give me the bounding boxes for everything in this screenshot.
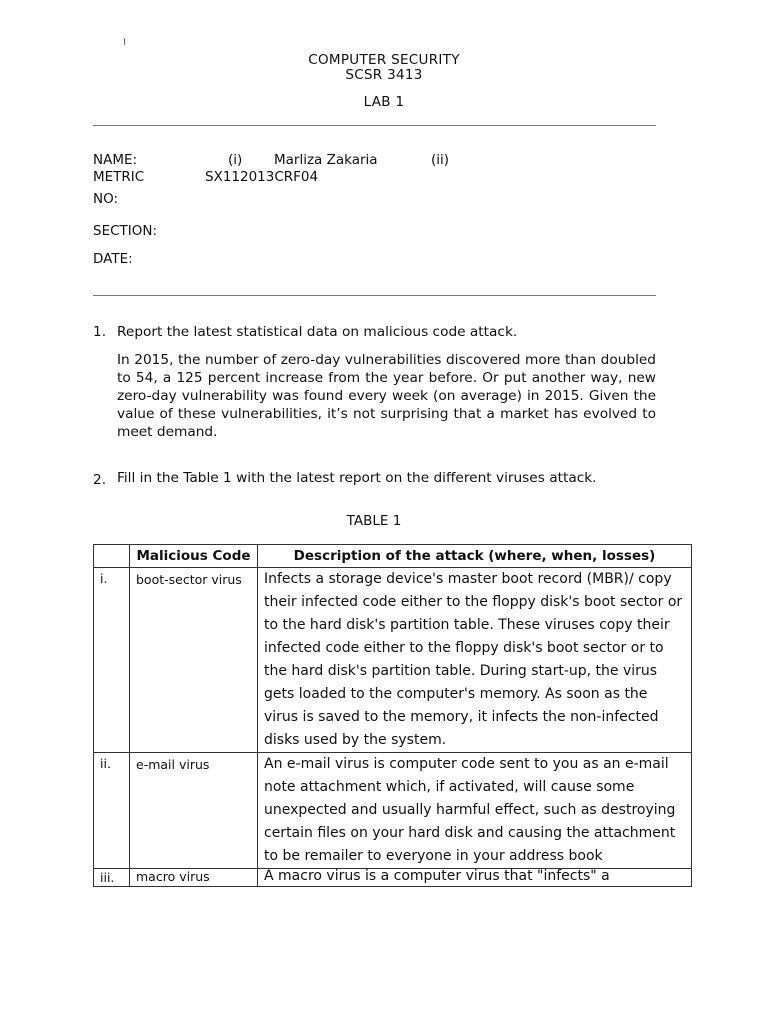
- name-index-ii: (ii): [431, 152, 450, 168]
- table-row: [94, 869, 692, 887]
- metric-value: SX112013CRF04: [205, 169, 319, 185]
- corner-mark: ᅵ: [116, 38, 127, 51]
- info-divider: [93, 295, 656, 296]
- table-row: [94, 568, 692, 753]
- course-title: COMPUTER SECURITY: [308, 52, 460, 68]
- question-1-text: Report the latest statistical data on malicious code attack.: [117, 324, 518, 340]
- section-label: SECTION:: [93, 223, 158, 239]
- header-number: [94, 545, 130, 568]
- table-row: [94, 753, 692, 869]
- date-label: DATE:: [93, 251, 133, 267]
- header-description: Description of the attack (where, when, losses): [258, 545, 692, 568]
- row-number: i.: [94, 568, 130, 753]
- row-description: An e-mail virus is computer code sent to you as an e-mail note attachment which, if activated, will cause some unexpected and usually harmful effect, such as destroying certain files on your hard disk and causing the attachment to be remailer to everyone in your address book: [258, 753, 692, 869]
- table-caption: TABLE 1: [346, 513, 402, 529]
- course-code: SCSR 3413: [345, 67, 423, 83]
- question-1-answer: In 2015, the number of zero-day vulnerabilities discovered more than doubled to 54, a 125 percent increase from the year before. Or put another way, new zero-day vulnerability was found every week (on average) in 2015. Given the value of these vulnerabilities, it’s not surprising that a market has evolved to meet demand.: [117, 352, 656, 440]
- row-malicious-code: macro virus: [130, 869, 258, 887]
- metric-label: METRIC: [93, 169, 145, 185]
- name-index-i: (i): [228, 152, 243, 168]
- table-header-row: [94, 545, 692, 568]
- name-label: NAME:: [93, 152, 138, 168]
- question-2-number: 2.: [93, 472, 107, 488]
- lab-title: LAB 1: [363, 94, 405, 110]
- virus-table: [93, 544, 692, 887]
- question-1-number: 1.: [93, 324, 107, 340]
- question-2-text: Fill in the Table 1 with the latest report on the different viruses attack.: [117, 470, 597, 486]
- header-divider: [93, 125, 656, 126]
- header-malicious-code: Malicious Code: [130, 545, 258, 568]
- row-number: ii.: [94, 753, 130, 869]
- name-value: Marliza Zakaria: [274, 152, 378, 168]
- row-malicious-code: e-mail virus: [130, 753, 258, 869]
- row-description: A macro virus is a computer virus that "infects" a: [258, 869, 692, 887]
- row-description: Infects a storage device's master boot record (MBR)/ copy their infected code either to the floppy disk's boot sector or to the hard disk's partition table. These viruses copy their infected code either to the floppy disk's boot sector or to the hard disk's partition table. During start-up, the virus gets loaded to the computer's memory. As soon as the virus is saved to the memory, it infects the non-infected disks used by the system.: [258, 568, 692, 753]
- metric-no-label: NO:: [93, 191, 119, 207]
- row-malicious-code: boot-sector virus: [130, 568, 258, 753]
- row-number: iii.: [94, 869, 130, 887]
